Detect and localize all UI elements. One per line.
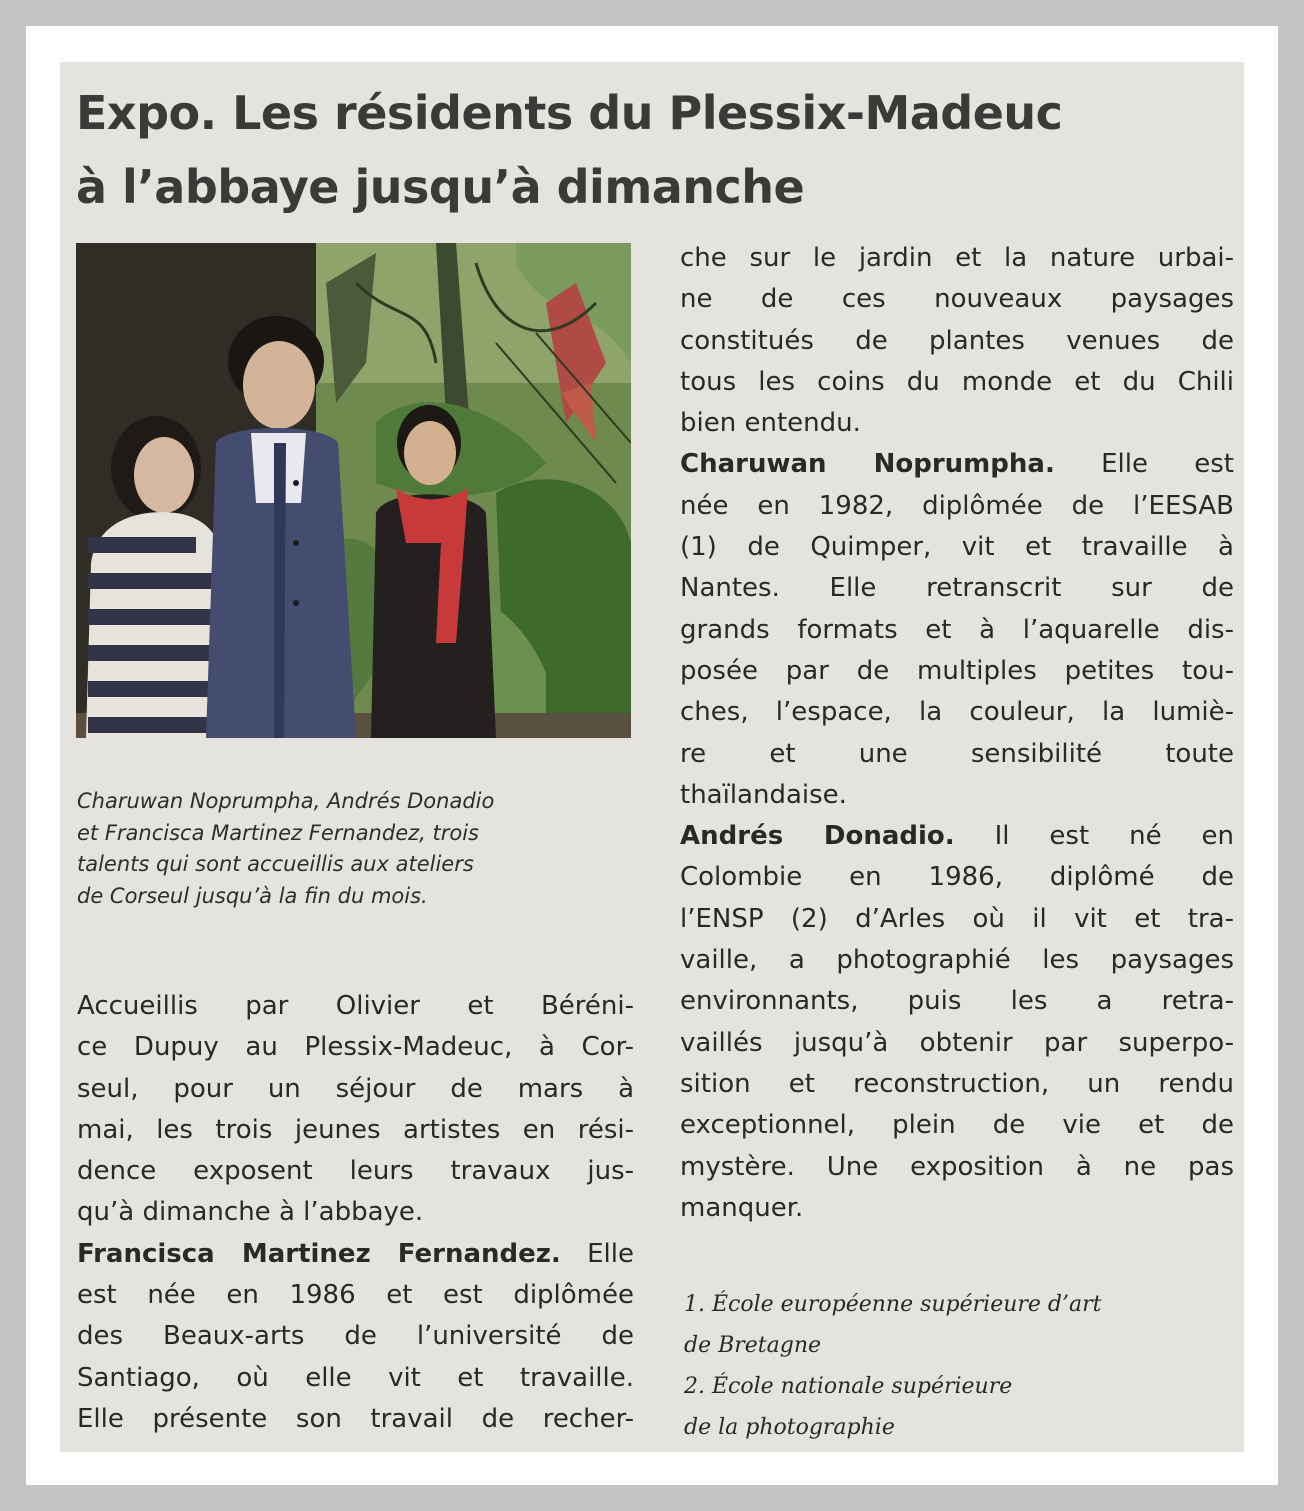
body-line: des Beaux-arts de l’université de	[77, 1321, 634, 1352]
body-line: dence exposent leurs travaux jus-	[77, 1156, 634, 1187]
body-fragment: Elle est	[1054, 449, 1235, 480]
caption-line: talents qui sont accueillis aux ateliers	[77, 852, 474, 876]
body-fragment: Il est né en	[954, 821, 1234, 852]
article-photo	[76, 243, 631, 738]
artist-name-charuwan: Charuwan Noprumpha.	[680, 449, 1055, 480]
body-line: Elle présente son travail de recher-	[77, 1403, 634, 1434]
body-line: (1) de Quimper, vit et travaille à	[680, 532, 1234, 563]
footnote-2	[684, 1366, 1244, 1448]
body-line: qu’à dimanche à l’abbaye.	[77, 1197, 424, 1228]
caption-line: de Corseul jusqu’à la fin du mois.	[77, 883, 428, 908]
left-column	[77, 986, 634, 1440]
newspaper-clipping	[60, 62, 1244, 1452]
photo-caption	[77, 786, 637, 912]
body-line: Colombie en 1986, diplômé de	[680, 862, 1234, 893]
body-line: manquer.	[680, 1192, 804, 1223]
body-line	[680, 444, 1234, 485]
body-line: re et une sensibilité toute	[680, 738, 1234, 769]
body-line: est née en 1986 et est diplômée	[77, 1280, 634, 1311]
footnote-line: de Bretagne	[684, 1333, 822, 1358]
body-line: mai, les trois jeunes artistes en rési-	[77, 1114, 634, 1145]
artist-name-francisca: Francisca Martinez Fernandez.	[77, 1238, 561, 1269]
body-line: vaille, a photographié les paysages	[680, 945, 1234, 976]
body-line: environnants, puis les a retra-	[680, 986, 1234, 1017]
body-line: exceptionnel, plein de vie et de	[680, 1110, 1234, 1141]
body-line: ches, l’espace, la couleur, la lumiè-	[680, 697, 1234, 728]
artist-name-andres: Andrés Donadio.	[680, 821, 955, 852]
footnote-1	[684, 1284, 1244, 1366]
footnote-line: de la photographie	[684, 1415, 895, 1440]
body-line: née en 1982, diplômée de l’EESAB	[680, 490, 1234, 521]
body-line: che sur le jardin et la nature urbai-	[680, 243, 1234, 273]
body-line: Accueillis par Olivier et Béréni-	[77, 991, 634, 1021]
headline-line: à l’abbaye jusqu’à dimanche	[76, 160, 805, 214]
footnote-line: 2. École nationale supérieure	[684, 1374, 1013, 1399]
body-line: ce Dupuy au Plessix-Madeuc, à Cor-	[77, 1032, 634, 1063]
footnote-line: 1. École européenne supérieure d’art	[684, 1292, 1102, 1317]
body-line: bien entendu.	[680, 408, 861, 439]
body-line	[77, 1234, 634, 1275]
body-line: seul, pour un séjour de mars à	[77, 1073, 634, 1104]
body-line	[680, 816, 1234, 857]
caption-line: Charuwan Noprumpha, Andrés Donadio	[77, 789, 495, 813]
body-line: vaillés jusqu’à obtenir par superpo-	[680, 1027, 1234, 1058]
body-line: thaïlandaise.	[680, 779, 847, 810]
body-line: constitués de plantes venues de	[680, 325, 1234, 356]
headline-line: Expo. Les résidents du Plessix-Madeuc	[76, 86, 1063, 140]
body-line: tous les coins du monde et du Chili	[680, 366, 1234, 397]
right-column	[680, 238, 1234, 1229]
body-fragment: Elle	[560, 1238, 634, 1269]
body-line: Nantes. Elle retranscrit sur de	[680, 573, 1234, 604]
headline	[76, 76, 1062, 224]
body-line: Santiago, où elle vit et travaille.	[77, 1362, 634, 1393]
body-line: l’ENSP (2) d’Arles où il vit et tra-	[680, 903, 1234, 934]
body-line: sition et reconstruction, un rendu	[680, 1068, 1234, 1099]
body-line: ne de ces nouveaux paysages	[680, 284, 1234, 315]
body-line: posée par de multiples petites tou-	[680, 655, 1234, 686]
body-line: grands formats et à l’aquarelle dis-	[680, 614, 1234, 645]
caption-line: et Francisca Martinez Fernandez, trois	[77, 820, 479, 845]
body-line: mystère. Une exposition à ne pas	[680, 1151, 1234, 1182]
